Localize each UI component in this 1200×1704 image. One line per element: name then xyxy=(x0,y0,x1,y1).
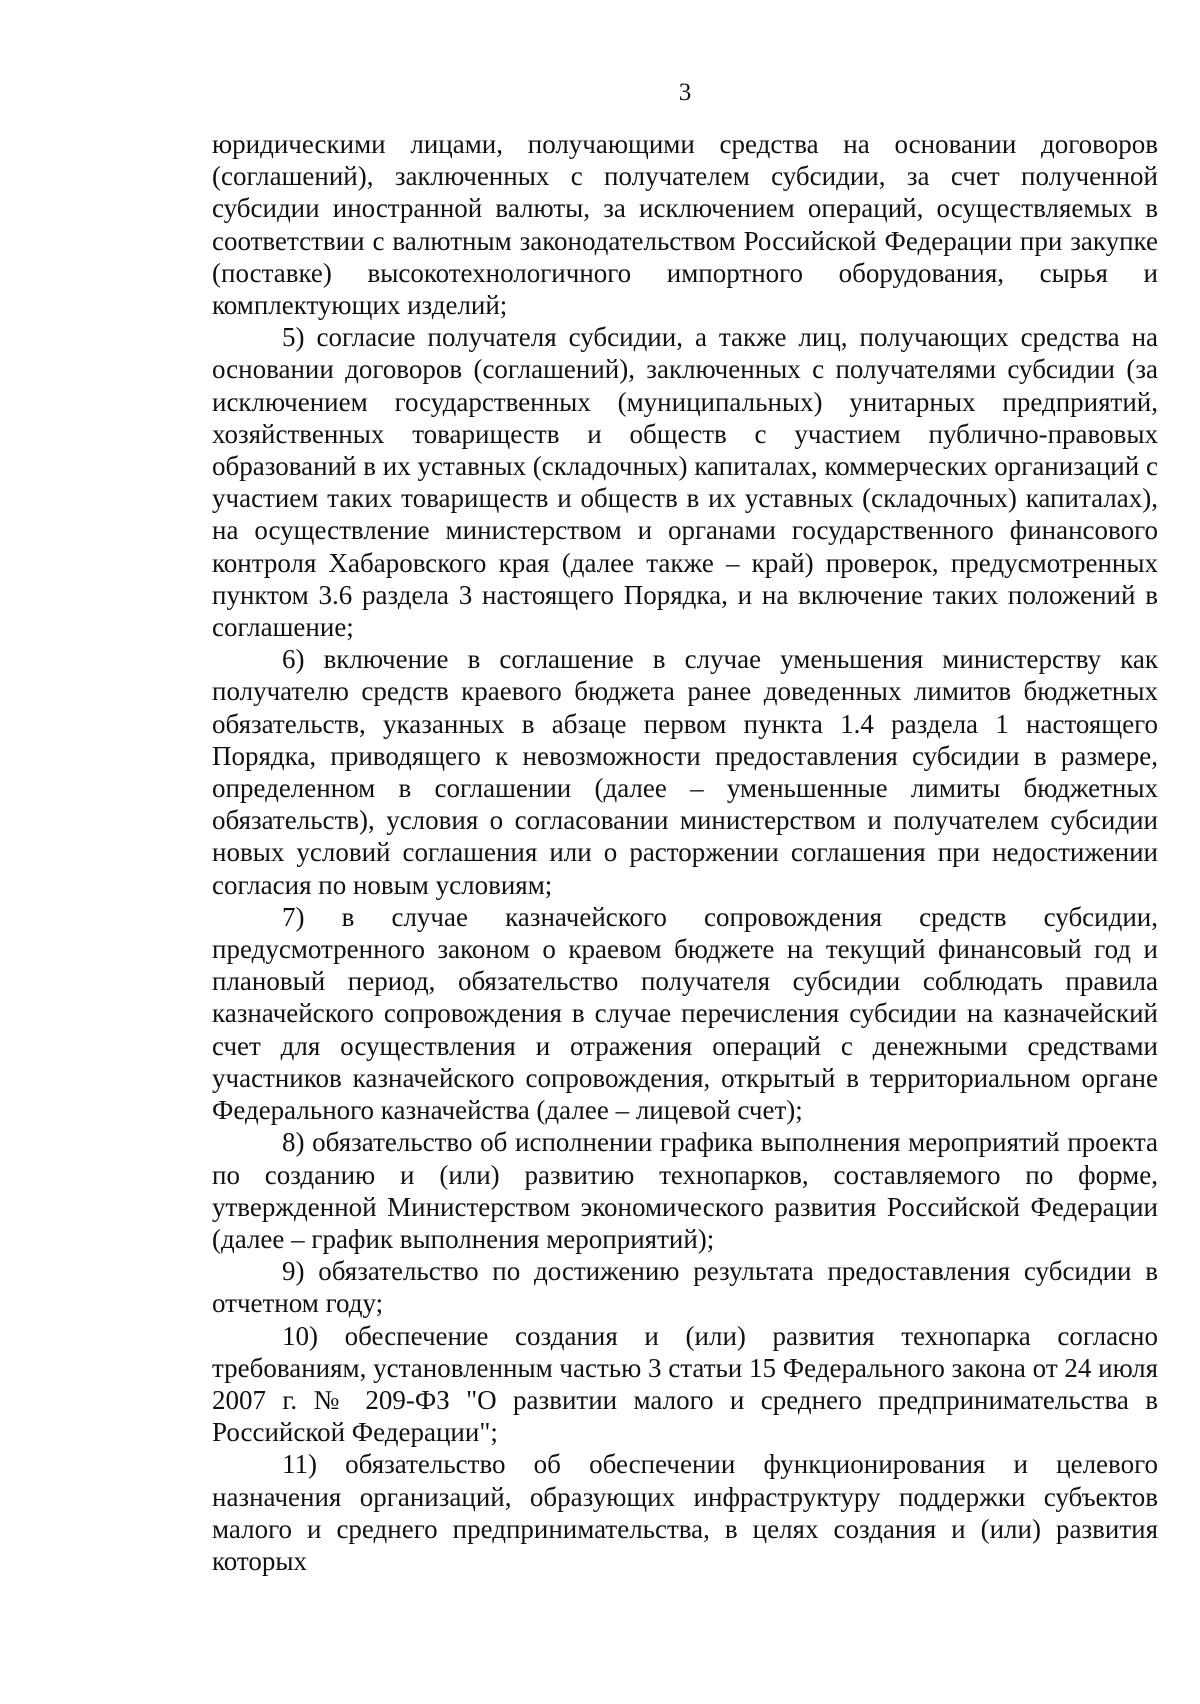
paragraph-item-7: 7) в случае казначейского сопровождения средств субсидии, предусмотренного законом о краевом бюджете на текущий финансовый год и плановый период, обязательство получателя субсидии соблюдать правила казначейского сопровождения в случае перечисления субсидии на казначейский счет для осуществления и отражения операций с денежными средствами участников казначейского сопровождения, открытый в территориальном органе Федерального казначейства (далее – лицевой счет); xyxy=(212,901,1158,1126)
paragraph-item-8: 8) обязательство об исполнении графика выполнения мероприятий проекта по созданию и (или) развитию технопарков, составляемого по форме, утвержденной Министерством экономического развития Российской Федерации (далее – график выполнения мероприятий); xyxy=(212,1127,1158,1254)
paragraph-item-9: 9) обязательство по достижению результата предоставления субсидии в отчетном году; xyxy=(212,1256,1158,1319)
paragraph-item-6: 6) включение в соглашение в случае уменьшения министерству как получателю средств краевого бюджета ранее доведенных лимитов бюджетных обязательств, указанных в абзаце первом пункта 1.4 раздела 1 настоящего Порядка, приводящего к невозможности предоставления субсидии в размере, определенном в соглашении (далее – уменьшенные лимиты бюджетных обязательств), условия о согласовании министерством и получателем субсидии новых условий соглашения или о расторжении соглашения при недостижении согласия по новым условиям; xyxy=(212,644,1158,900)
paragraph-item-10: 10) обеспечение создания и (или) развития технопарка согласно требованиям, установленным частью 3 статьи 15 Федерального закона от 24 июля 2007 г. № 209-ФЗ "О развитии малого и среднего предпринимательства в Российской Федерации"; xyxy=(212,1320,1158,1448)
page-number: 3 xyxy=(678,79,692,106)
paragraph-continuation: юридическими лицами, получающими средства на основании договоров (соглашений), заключенных с получателем субсидии, за счет полученной субсидии иностранной валюты, за исключением операций, осуществляемых в соответствии с валютным законодательством Российской Федерации при закупке (поставке) высокотехнологичного импортного оборудования, сырья и комплектующих изделий; xyxy=(212,129,1158,321)
paragraph-item-5: 5) согласие получателя субсидии, а также лиц, получающих средства на основании договоров (соглашений), заключенных с получателями субсидии (за исключением государственных (муниципальных) унитарных предприятий, хозяйственных товариществ и обществ с участием публично-правовых образований в их уставных (складочных) капиталах, коммерческих организаций с участием таких товариществ и обществ в их уставных (складочных) капиталах), на осуществление министерством и органами государственного финансового контроля Хабаровского края (далее также – край) проверок, предусмотренных пунктом 3.6 раздела 3 настоящего Порядка, и на включение таких положений в соглашение; xyxy=(212,322,1158,643)
document-body xyxy=(212,128,1158,1577)
paragraph-item-11: 11) обязательство об обеспечении функционирования и целевого назначения организаций, образующих инфраструктуру поддержки субъектов малого и среднего предпринимательства, в целях создания и (или) развития которых xyxy=(212,1449,1158,1576)
